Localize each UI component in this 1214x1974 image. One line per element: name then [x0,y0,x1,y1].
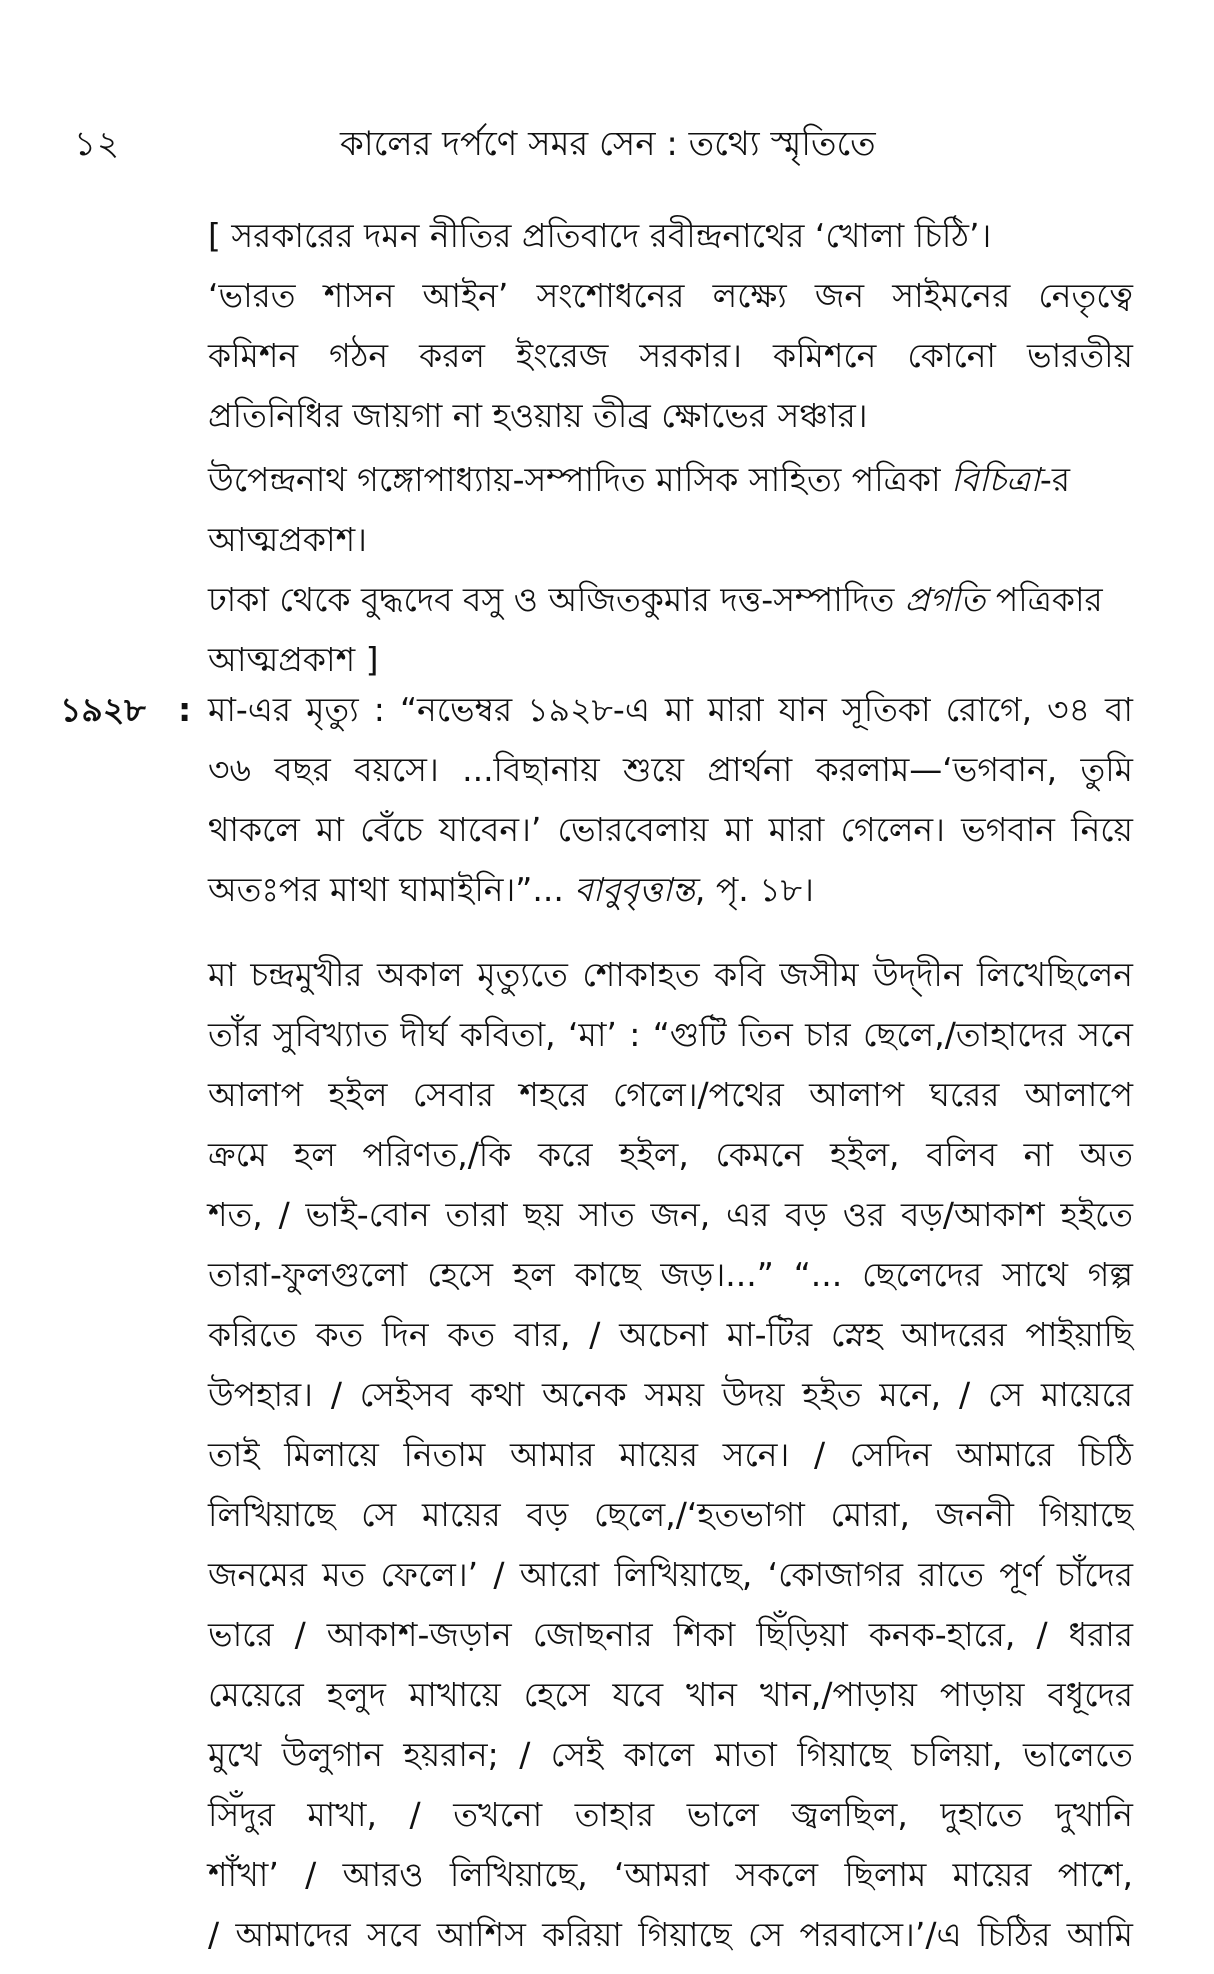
text-line: আত্মপ্রকাশ। [208,520,367,559]
text-span: ঢাকা থেকে বুদ্ধদেব বসু ও অজিতকুমার দত্ত-সম্পাদিত [208,580,905,619]
magazine-title-bichitra: বিচিত্রা [951,460,1040,499]
text-line: ‘ভারত শাসন আইন’ সংশোধনের লক্ষ্যে জন সাইমনের নেতৃত্বে [208,276,1133,315]
year-label: ১৯২৮ [60,690,146,729]
text-line [208,860,1133,920]
text-line: শত, / ভাই-বোন তারা ছয় সাত জন, এর বড় ওর বড়/আকাশ হইতে [208,1195,1133,1234]
text-line: তাই মিলায়ে নিতাম আমার মায়ের সনে। / সেদিন আমারে চিঠি [208,1435,1133,1474]
text-line: মা-এর মৃত্যু : “নভেম্বর ১৯২৮-এ মা মারা যান সূতিকা রোগে, ৩৪ বা [208,690,1133,729]
text-line: শাঁখা’ / আরও লিখিয়াছে, ‘আমরা সকলে ছিলাম মায়ের পাশে, [208,1855,1133,1894]
text-line: সিঁদুর মাখা, / তখনো তাহার ভালে জ্বলছিল, দুহাতে দুখানি [208,1795,1133,1834]
text-line: মুখে উলুগান হয়রান; / সেই কালে মাতা গিয়াছে চলিয়া, ভালেতে [208,1735,1133,1774]
text-line [208,450,1133,510]
bracket-note-paragraph-1 [208,206,1133,446]
text-span: অতঃপর মাথা ঘামাইনি।”... [208,870,575,909]
text-span: -র [1039,460,1070,499]
text-line: করিতে কত দিন কত বার, / অচেনা মা-টির স্নেহ আদরের পাইয়াছি [208,1315,1133,1354]
text-line: আত্মপ্রকাশ ] [208,640,379,679]
text-line: তারা-ফুলগুলো হেসে হল কাছে জড়।...” “... ছেলেদের সাথে গল্প [208,1255,1133,1294]
poem-paragraph [208,945,1133,1965]
text-line: কমিশন গঠন করল ইংরেজ সরকার। কমিশনে কোনো ভারতীয় [208,336,1133,375]
text-line: ক্রমে হল পরিণত,/কি করে হইল, কেমনে হইল, বলিব না অত [208,1135,1133,1174]
page-number: ১২ [74,124,121,164]
text-span: , পৃ. ১৮। [694,870,814,909]
text-line: মেয়েরে হলুদ মাখায়ে হেসে যবে খান খান,/পাড়ায় পাড়ায় বধূদের [208,1675,1133,1714]
year-colon: : [178,690,192,729]
magazine-title-pragati: প্রগতি [904,580,986,619]
text-line: / আমাদের সবে আশিস করিয়া গিয়াছে সে পরবাসে।’/এ চিঠির আমি [208,1915,1133,1954]
book-title-babubrittanto: বাবুবৃত্তান্ত [574,870,695,909]
text-line: আলাপ হইল সেবার শহরে গেলে।/পথের আলাপ ঘরের আলাপে [208,1075,1133,1114]
text-line: থাকলে মা বেঁচে যাবেন।’ ভোরবেলায় মা মারা গেলেন। ভগবান নিয়ে [208,810,1133,849]
text-line: ভারে / আকাশ-জড়ান জোছনার শিকা ছিঁড়িয়া কনক-হারে, / ধরার [208,1615,1133,1654]
running-title: কালের দর্পণে সমর সেন : তথ্যে স্মৃতিতে [340,124,876,164]
text-line: জনমের মত ফেলে।’ / আরো লিখিয়াছে, ‘কোজাগর রাতে পূর্ণ চাঁদের [208,1555,1133,1594]
text-line [208,570,1133,630]
text-span: উপেন্দ্রনাথ গঙ্গোপাধ্যায়-সম্পাদিত মাসিক সাহিত্য পত্রিকা [208,460,952,499]
text-line: উপহার। / সেইসব কথা অনেক সময় উদয় হইত মনে, / সে মায়েরে [208,1375,1133,1414]
text-span: পত্রিকার [985,580,1103,619]
entry-1928-text [208,680,1133,920]
text-line: প্রতিনিধির জায়গা না হওয়ায় তীব্র ক্ষোভের সঞ্চার। [208,396,868,435]
bracket-note-paragraph-2 [208,450,1133,690]
text-line: তাঁর সুবিখ্যাত দীর্ঘ কবিতা, ‘মা’ : “গুটি তিন চার ছেলে,/তাহাদের সনে [208,1015,1133,1054]
text-line: মা চন্দ্রমুখীর অকাল মৃত্যুতে শোকাহত কবি জসীম উদ্‌দীন লিখেছিলেন [208,955,1133,994]
text-line: ৩৬ বছর বয়সে। ...বিছানায় শুয়ে প্রার্থনা করলাম—‘ভগবান, তুমি [208,750,1133,789]
text-line: লিখিয়াছে সে মায়ের বড় ছেলে,/‘হতভাগা মোরা, জননী গিয়াছে [208,1495,1133,1534]
text-line: [ সরকারের দমন নীতির প্রতিবাদে রবীন্দ্রনাথের ‘খোলা চিঠি’। [208,216,992,255]
